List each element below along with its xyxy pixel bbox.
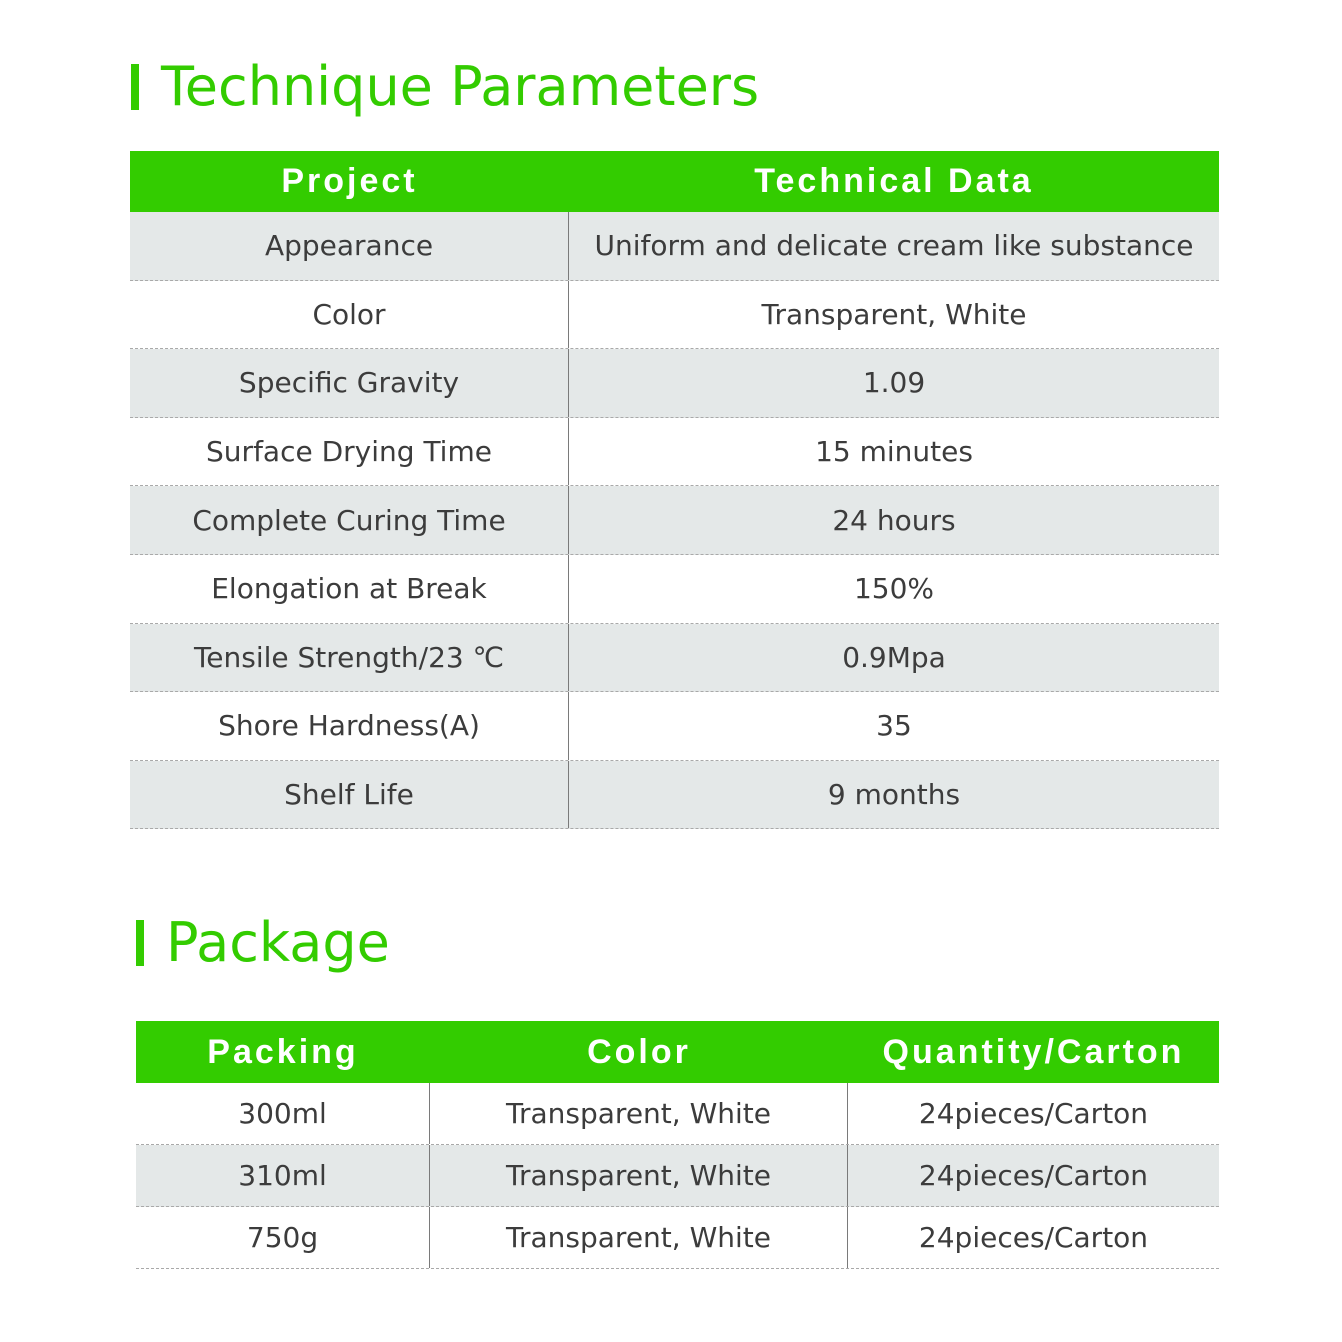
param-name: Tensile Strength/23 ℃: [130, 624, 569, 692]
color-cell: Transparent, White: [430, 1083, 848, 1144]
table-row: [130, 555, 1219, 624]
param-value: 24 hours: [832, 503, 956, 537]
quantity-cell: 24pieces/Carton: [918, 1159, 1149, 1192]
param-value: 1.09: [862, 366, 926, 400]
param-value: 0.9Mpa: [842, 640, 946, 674]
param-value: Transparent, White: [761, 297, 1027, 331]
header-quantity-carton: Quantity/Carton: [882, 1032, 1185, 1071]
table-row: [130, 761, 1219, 830]
packing-cell: 300ml: [136, 1083, 430, 1144]
table-row: [130, 692, 1219, 761]
package-table-header: [136, 1021, 1219, 1083]
heading-accent-bar: [131, 64, 139, 110]
param-name: Shelf Life: [130, 761, 569, 829]
table-row: [130, 281, 1219, 350]
table-row: [130, 212, 1219, 281]
param-name: Appearance: [130, 212, 569, 280]
table-row: [136, 1207, 1219, 1269]
header-color: Color: [587, 1032, 691, 1071]
param-name: Complete Curing Time: [130, 486, 569, 554]
header-technical-data: Technical Data: [754, 162, 1034, 200]
technique-table: [130, 151, 1219, 829]
param-name: Specific Gravity: [130, 349, 569, 417]
packing-cell: 310ml: [136, 1145, 430, 1206]
technique-title: Technique Parameters: [161, 55, 760, 118]
quantity-cell: 24pieces/Carton: [918, 1221, 1149, 1254]
param-name: Shore Hardness(A): [130, 692, 569, 760]
package-title: Package: [166, 911, 390, 974]
package-section-heading: [136, 911, 390, 974]
quantity-cell: 24pieces/Carton: [918, 1097, 1149, 1130]
param-name: Color: [130, 281, 569, 349]
param-value: 150%: [853, 572, 935, 606]
table-row: [130, 349, 1219, 418]
table-row: [130, 486, 1219, 555]
table-row: [130, 418, 1219, 487]
color-cell: Transparent, White: [430, 1145, 848, 1206]
param-value: 35: [876, 709, 912, 743]
technique-section-heading: [131, 55, 760, 118]
header-project: Project: [281, 162, 418, 200]
param-name: Surface Drying Time: [130, 418, 569, 486]
heading-accent-bar: [136, 920, 144, 966]
package-table: [136, 1021, 1219, 1269]
table-row: [130, 624, 1219, 693]
header-packing: Packing: [207, 1032, 359, 1071]
table-row: [136, 1083, 1219, 1145]
color-cell: Transparent, White: [430, 1207, 848, 1268]
param-value: 15 minutes: [815, 435, 973, 469]
param-value: Uniform and delicate cream like substance: [594, 229, 1194, 263]
packing-cell: 750g: [136, 1207, 430, 1268]
param-name: Elongation at Break: [130, 555, 569, 623]
technique-table-header: [130, 151, 1219, 212]
param-value: 9 months: [827, 778, 961, 812]
table-row: [136, 1145, 1219, 1207]
